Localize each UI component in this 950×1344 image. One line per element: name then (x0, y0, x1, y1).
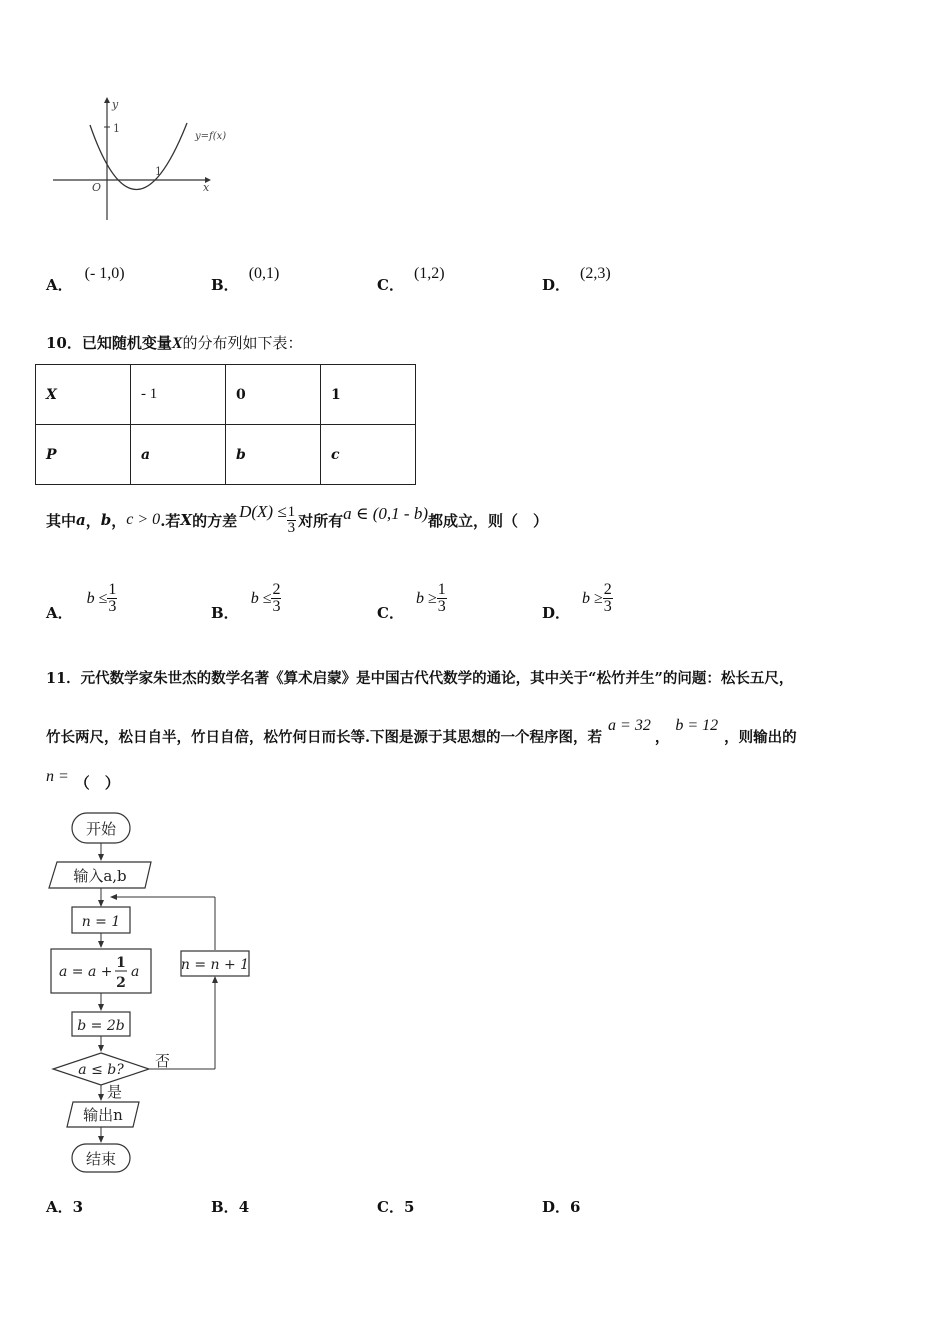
variance-fraction (287, 505, 297, 536)
option-letter: B． (211, 276, 239, 294)
option-fraction (603, 582, 613, 615)
option-letter: D． (542, 276, 571, 294)
q10-var: X (171, 335, 183, 352)
q10-option-b[interactable] (211, 581, 281, 622)
frac-num: 1 (287, 503, 296, 520)
update-b-label: b = 2b (77, 1018, 125, 1034)
option-value: (2,3) (580, 265, 611, 282)
cond-prefix: 其中 (46, 511, 77, 530)
cond-comma: ， (111, 511, 127, 530)
table-row (36, 425, 416, 485)
answer-paren: （ ） (74, 774, 120, 792)
q10-option-a[interactable] (46, 581, 117, 622)
option-fraction (437, 582, 447, 615)
x-tick-label: 1 (155, 165, 162, 178)
b-value: b = 12 (675, 717, 719, 734)
q10-stem-text: 10．已知随机变量 (46, 334, 172, 352)
option-letter: C． (377, 276, 404, 294)
frac-num: 2 (603, 581, 612, 598)
frac-den: 3 (437, 598, 446, 615)
origin-label: O (92, 181, 102, 194)
q11-line1: 11．元代数学家朱世杰的数学名著《算术启蒙》是中国古代代数学的通论，其中关于“松竹并生”的问题：松长五尺， (46, 670, 794, 687)
q10-stem (46, 332, 303, 353)
y-axis-arrow (104, 97, 110, 103)
option-value: (1,2) (413, 265, 445, 282)
q9-option-a[interactable] (46, 262, 125, 294)
option-letter: B． (211, 604, 239, 622)
q11-option-c[interactable] (377, 1196, 414, 1217)
option-value: 3 (72, 1198, 84, 1216)
option-value: (- 1,0) (84, 265, 125, 282)
variance-expr: D(X) ≤ (239, 502, 287, 521)
frac-num: 1 (108, 581, 117, 598)
q9-option-c[interactable] (377, 262, 445, 294)
end-label: 结束 (85, 1150, 117, 1168)
table-row (36, 365, 416, 425)
cond-comma: ， (85, 511, 101, 530)
cond-x: X (180, 511, 193, 529)
frac-den: 3 (287, 519, 296, 536)
init-label: n = 1 (81, 914, 121, 930)
q11-option-a[interactable] (46, 1196, 83, 1217)
half-den: 2 (116, 975, 126, 991)
option-letter: D． (542, 604, 571, 622)
table-cell: 0 (226, 365, 321, 425)
n-eq: n = (46, 767, 69, 785)
q11-line2-end: ，则输出的 (724, 728, 797, 746)
cond-forall: 对所有 (298, 511, 344, 530)
option-letter: B． (211, 1198, 239, 1216)
start-label: 开始 (85, 820, 117, 838)
q11-question (46, 767, 120, 792)
cond-c: c > 0 (126, 511, 161, 528)
no-label: 否 (155, 1052, 171, 1070)
option-letter: C． (377, 1198, 404, 1216)
q10-stem-end: 的分布列如下表： (182, 334, 303, 352)
q11-option-d[interactable] (542, 1196, 580, 1217)
yes-label: 是 (107, 1083, 123, 1101)
q11-sep: ， (654, 728, 670, 746)
option-value: 5 (403, 1198, 415, 1216)
table-cell: - 1 (131, 365, 226, 425)
input-label: 输入a,b (73, 867, 127, 885)
q9-option-b[interactable] (211, 262, 280, 294)
update-a-label: a = a + (59, 964, 113, 980)
option-lhs: b ≥ (582, 589, 603, 607)
frac-den: 3 (272, 598, 281, 615)
option-letter: D． (542, 1198, 571, 1216)
output-label: 输出n (83, 1106, 123, 1124)
q10-option-d[interactable] (542, 581, 613, 622)
option-fraction (107, 582, 117, 615)
distribution-table (35, 364, 416, 485)
option-letter: C． (377, 604, 404, 622)
q11-line2 (46, 716, 797, 756)
option-lhs: b ≤ (250, 589, 272, 607)
increment-label: n = n + 1 (180, 957, 250, 973)
option-value: 6 (570, 1198, 581, 1216)
cond-a: a (76, 511, 86, 529)
q11-option-b[interactable] (211, 1196, 249, 1217)
function-graph (45, 95, 245, 225)
option-fraction (271, 582, 281, 615)
x-axis-label: x (203, 181, 210, 194)
option-letter: A． (46, 604, 73, 622)
option-lhs: b ≥ (415, 589, 437, 607)
cond-b: b (100, 511, 112, 529)
table-cell: X (36, 365, 131, 425)
table-cell: a (131, 425, 226, 485)
option-value: (0,1) (248, 265, 280, 282)
cond-end: 都成立，则（ ） (428, 511, 549, 530)
cond-var: 的方差 (192, 511, 238, 530)
frac-num: 1 (437, 581, 446, 598)
frac-num: 2 (272, 581, 281, 598)
q9-option-d[interactable] (542, 262, 611, 294)
a-value: a = 32 (608, 717, 651, 734)
half-num: 1 (116, 955, 126, 971)
decision-label: a ≤ b? (78, 1062, 124, 1078)
q11-line2-text: 竹长两尺，松日自半，竹日自倍，松竹何日而长等.下图是源于其思想的一个程序图，若 (46, 728, 603, 746)
table-cell: 1 (321, 365, 416, 425)
option-value: 4 (238, 1198, 250, 1216)
q10-option-c[interactable] (377, 581, 447, 622)
flowchart (45, 810, 265, 1180)
q10-condition (46, 498, 548, 542)
table-cell: c (321, 425, 416, 485)
interval-expr: a ∈ (0,1 - b) (343, 504, 428, 523)
frac-den: 3 (108, 598, 117, 615)
option-lhs: b ≤ (86, 589, 108, 607)
option-letter: A． (46, 1198, 73, 1216)
y-tick-label: 1 (113, 122, 120, 135)
y-axis-label: y (112, 98, 119, 111)
curve-label: y=f(x) (195, 131, 227, 142)
table-cell: P (36, 425, 131, 485)
table-cell: b (226, 425, 321, 485)
update-a-tail: a (131, 964, 140, 980)
cond-mid: .若 (160, 511, 181, 530)
option-letter: A． (46, 276, 73, 294)
frac-den: 3 (603, 598, 612, 615)
